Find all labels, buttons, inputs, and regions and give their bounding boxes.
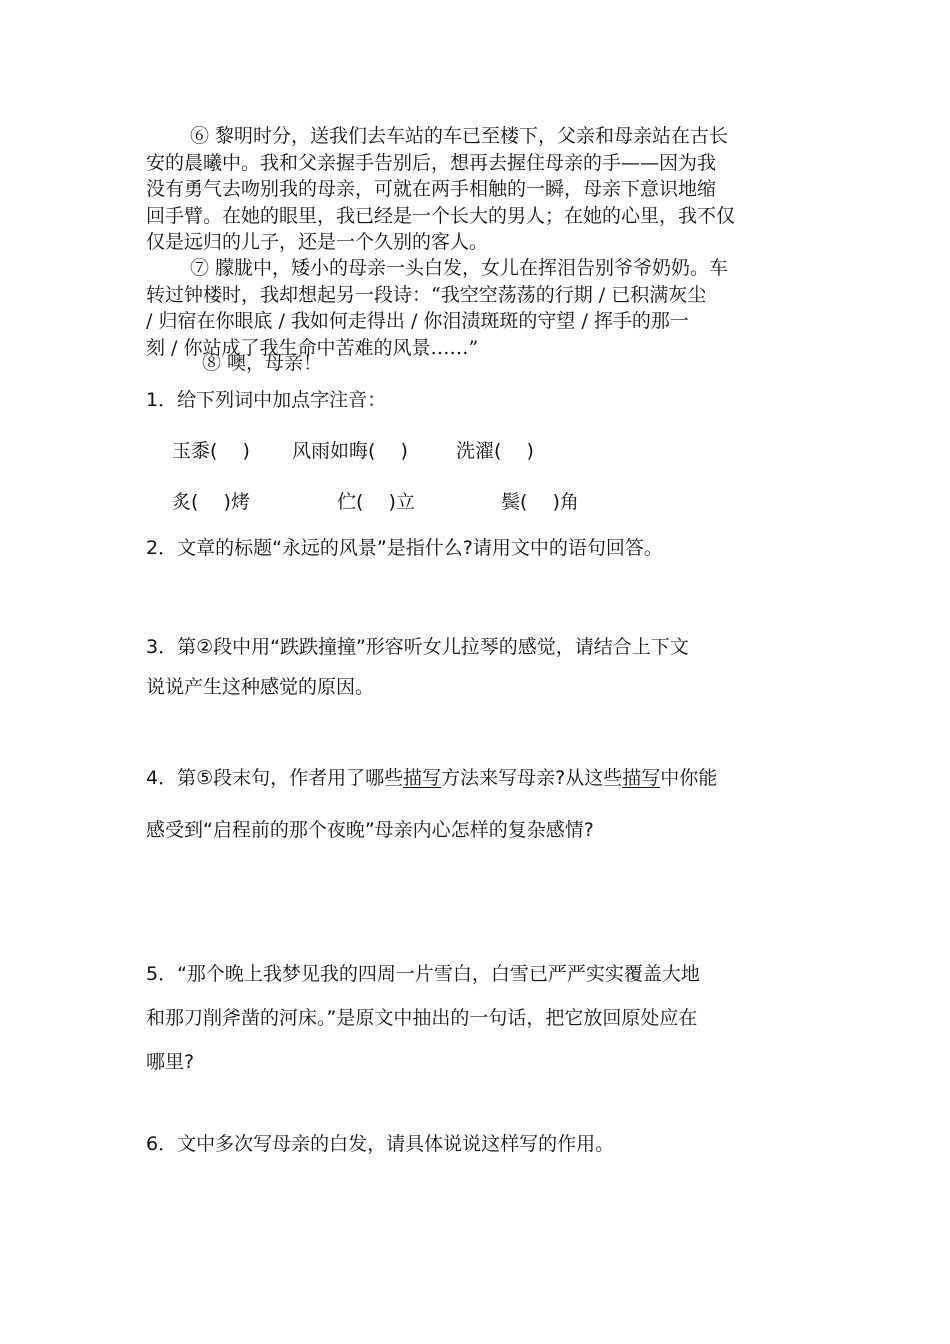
paragraph-6 — [146, 123, 810, 256]
pinyin-blank-binjiao: 鬓( )角 — [501, 491, 579, 513]
p8-line: ⑧ 噢，母亲！ — [202, 352, 323, 374]
question-4 — [146, 752, 810, 856]
question-3 — [146, 627, 810, 707]
p6-line: 安的晨曦中。我和父亲握手告别后，想再去握住母亲的手——因为我 — [146, 151, 717, 174]
p6-line: 回手臂。在她的眼里，我已经是一个长大的男人；在她的心里，我不仅 — [146, 204, 736, 227]
question-1-text: 1．给下列词中加点字注音： — [146, 389, 387, 411]
question-4-line: 感受到“启程前的那个夜晚”母亲内心怎样的复杂感情? — [146, 819, 594, 841]
question-5-line: 5．“那个晚上我梦见我的四周一片雪白，白雪已严严实实覆盖大地 — [146, 963, 700, 985]
p7-line: 刻 / 你站成了我生命中苦难的风景……” — [146, 336, 479, 359]
question-5-line: 哪里? — [146, 1051, 195, 1073]
question-2 — [146, 528, 810, 568]
question-3-line: 说说产生这种感觉的原因。 — [146, 676, 375, 698]
pinyin-blank-xizhuo: 洗濯( ) — [456, 440, 534, 462]
pinyin-blank-yushu: 玉黍( ) — [172, 440, 250, 462]
p7-line: 转过钟楼时，我却想起另一段诗：“我空空荡荡的行期 / 已积满灰尘 — [146, 283, 707, 306]
question-5-line: 和那刀削斧凿的河床。”是原文中抽出的一句话，把它放回原处应在 — [146, 1007, 698, 1029]
question-6 — [146, 1124, 810, 1164]
question-3-line: 3．第②段中用“跌跌撞撞”形容听女儿拉琴的感觉，请结合上下文 — [146, 636, 689, 658]
p6-line: 没有勇气去吻别我的母亲，可就在两手相触的一瞬，母亲下意识地缩 — [146, 178, 717, 200]
paragraph-7 — [146, 255, 810, 361]
p6-line: ⑥ 黎明时分，送我们去车站的车已至楼下，父亲和母亲站在古长 — [190, 125, 729, 147]
p7-line: ⑦ 朦胧中，矮小的母亲一头白发，女儿在挥泪告别爷爷奶奶。车 — [190, 257, 729, 279]
pinyin-blank-zhikao: 炙( )烤 — [172, 491, 250, 513]
p7-line: / 归宿在你眼底 / 我如何走得出 / 你泪渍斑斑的守望 / 挥手的那一 — [146, 310, 689, 332]
p6-line: 仅是远归的儿子，还是一个久别的客人。 — [146, 231, 489, 253]
question-5 — [146, 952, 810, 1084]
question-1 — [146, 380, 810, 420]
question-6-text: 6．文中多次写母亲的白发，请具体说说这样写的作用。 — [146, 1133, 615, 1155]
pinyin-blank-fengyuruhui: 风雨如晦( ) — [292, 440, 408, 462]
pinyin-blank-zhuli: 伫( )立 — [337, 491, 415, 513]
question-2-text: 2．文章的标题“永远的风景”是指什么?请用文中的语句回答。 — [146, 537, 663, 559]
question-4-line: 4．第⑤段末句，作者用了哪些描写方法来写母亲?从这些描写中你能 — [146, 767, 718, 789]
paragraph-8 — [146, 350, 810, 377]
